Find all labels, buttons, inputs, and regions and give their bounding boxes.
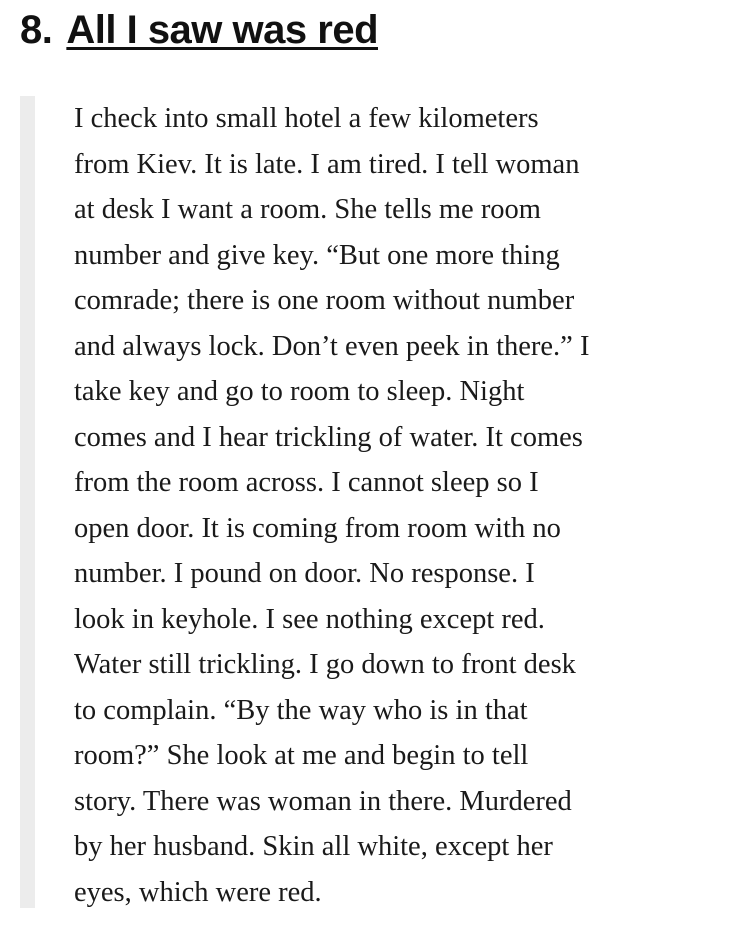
story-line: from the room across. I cannot sleep so I [74,467,539,498]
story-line: by her husband. Skin all white, except her [74,831,553,862]
story-line: open door. It is coming from room with no [74,512,561,544]
story-heading [20,4,378,56]
story-line: look in keyhole. I see nothing except red. [74,603,545,635]
story-title: All I saw was red [66,8,378,52]
story-line: from Kiev. It is late. I am tired. I tell woman [74,148,580,180]
story-line: story. There was woman in there. Murdered [74,785,572,817]
story-line: take key and go to room to sleep. Night [74,376,525,407]
story-line: comes and I hear trickling of water. It comes [74,421,583,453]
story-line: I check into small hotel a few kilometers [74,103,539,134]
story-line: number. I pound on door. No response. I [74,558,535,589]
story-line: to complain. “By the way who is in that [74,694,528,726]
story-number: 8. [20,8,53,52]
story-line: room?” She look at me and begin to tell [74,740,529,771]
story-line: number and give key. “But one more thing [74,239,560,271]
blockquote-bar [20,96,35,908]
story-line: Water still trickling. I go down to front desk [74,649,576,680]
story-line: at desk I want a room. She tells me room [74,194,541,225]
story-blockquote [20,96,716,908]
story-line: comrade; there is one room without number [74,285,575,316]
story-line: and always lock. Don’t even peek in there.” I [74,330,590,362]
story-line: eyes, which were red. [74,876,322,908]
story-text [74,96,714,915]
